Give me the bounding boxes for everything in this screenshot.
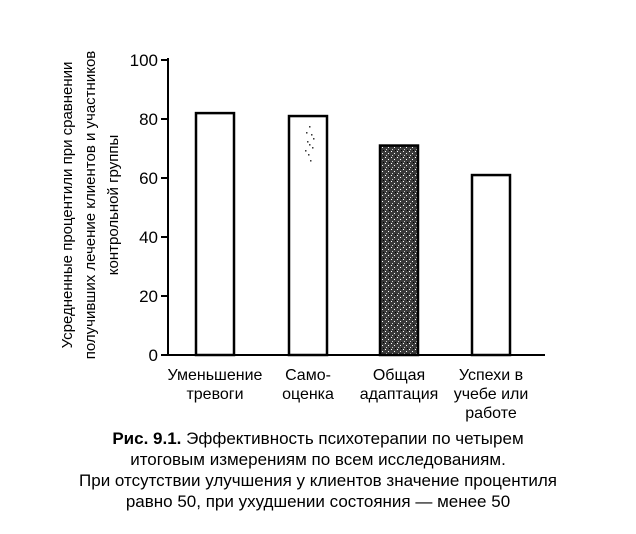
caption-line-4: равно 50, при ухудшении состояния — менее 50 xyxy=(125,492,511,511)
bar-speckle xyxy=(311,134,313,136)
x-category-label xyxy=(168,367,263,403)
figure-label: Рис. 9.1. xyxy=(112,429,182,448)
y-tick-label: 40 xyxy=(139,228,158,247)
bar-speckle xyxy=(310,160,312,162)
y-axis-label xyxy=(59,51,122,360)
y-tick-label: 20 xyxy=(139,287,158,306)
x-category-label xyxy=(454,367,529,422)
caption-line-3: При отсутствии улучшения у клиентов значение процентиля xyxy=(79,471,557,490)
x-category-label-line: оценка xyxy=(282,386,334,403)
bar-speckle xyxy=(306,132,308,134)
x-category-label-line: работе xyxy=(465,405,517,422)
x-category-label-line: Само- xyxy=(285,367,331,384)
y-tick-label: 60 xyxy=(139,169,158,188)
bar xyxy=(196,113,234,355)
y-axis-label-line: получивших лечение клиентов и участников xyxy=(82,50,99,360)
y-axis-label-line: контрольной группы xyxy=(105,134,122,276)
bar-speckle xyxy=(309,126,311,128)
caption-line-1: Эффективность психотерапии по четырем xyxy=(186,429,524,448)
caption-line-2: итоговым измерениям по всем исследованиям. xyxy=(130,450,506,469)
figure-caption xyxy=(0,428,636,512)
x-category-label-line: Общая xyxy=(372,367,426,384)
bar-speckle xyxy=(308,154,310,156)
bars xyxy=(196,113,510,355)
x-category-label-line: Успехи в xyxy=(458,367,524,384)
bar-speckle xyxy=(305,150,307,152)
labels xyxy=(168,367,529,422)
y-tick-label: 100 xyxy=(129,51,158,70)
x-category-label xyxy=(282,367,334,403)
bar-speckle xyxy=(312,147,314,149)
bar-speckle xyxy=(307,141,309,143)
x-category-label-line: учебе или xyxy=(453,386,529,403)
bar-speckle xyxy=(309,144,311,146)
y-axis-label-line: Усредненные процентили при сравнении xyxy=(59,61,76,349)
y-tick-label: 80 xyxy=(139,110,158,129)
y-tick-label: 0 xyxy=(148,346,158,365)
x-category-label-line: Уменьшение xyxy=(167,367,263,384)
bar xyxy=(472,175,510,355)
bar-speckle xyxy=(313,138,315,140)
x-category-label xyxy=(360,367,439,403)
bar xyxy=(380,146,418,355)
x-category-label-line: адаптация xyxy=(359,386,439,403)
bar xyxy=(289,116,327,355)
x-category-label-line: тревоги xyxy=(186,386,244,403)
